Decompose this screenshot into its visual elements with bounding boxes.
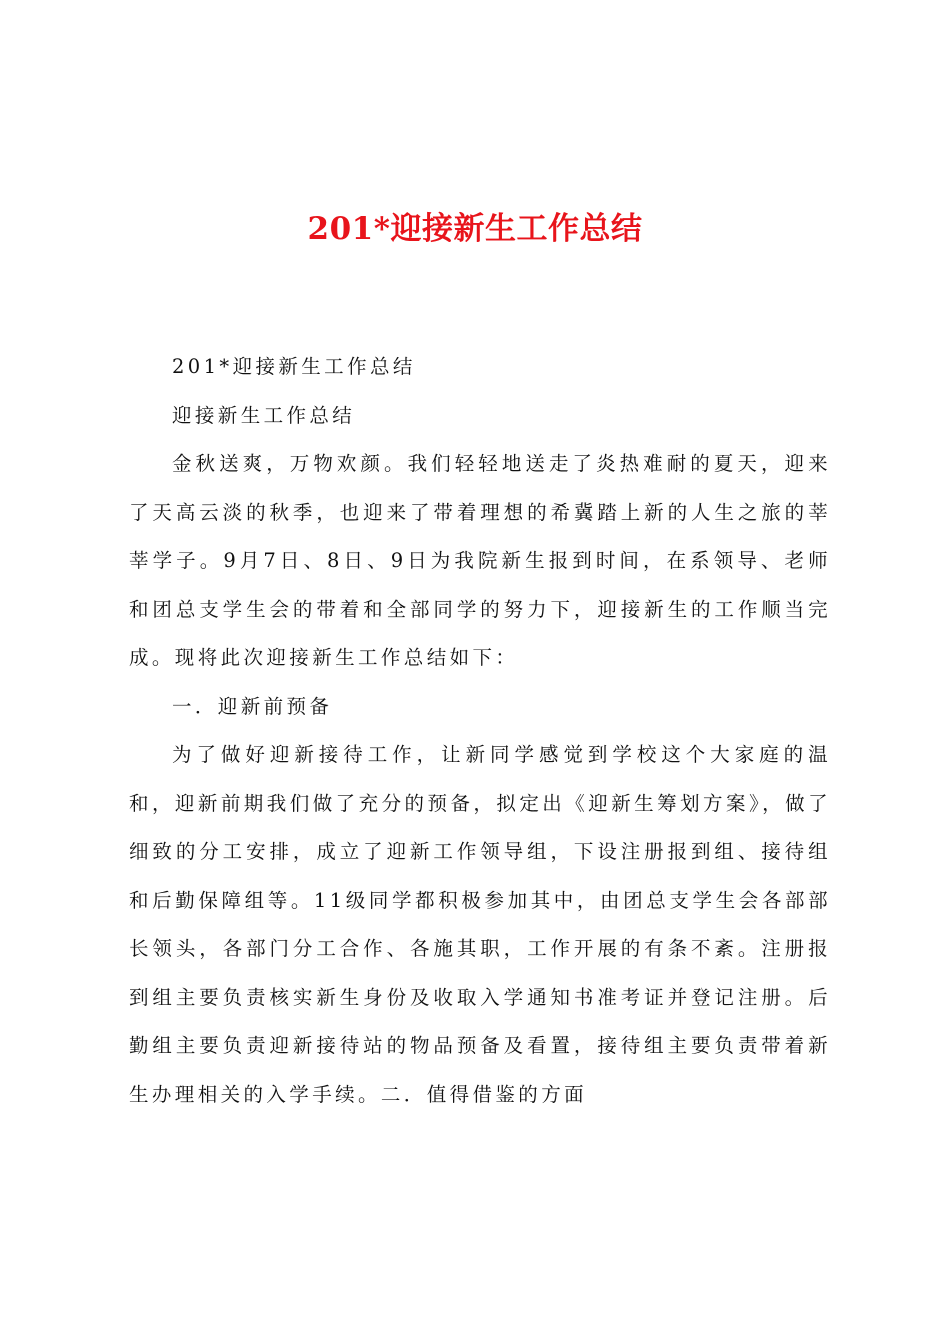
paragraph-preparation: 为了做好迎新接待工作，让新同学感觉到学校这个大家庭的温和，迎新前期我们做了充分的预备，拟定出《迎新生筹划方案》，做了细致的分工安排，成立了迎新工作领导组，下设注册报到组、接待组和后勤保障组等。11级同学都积极参加其中，由团总支学生会各部部长领头，各部门分工合作、各施其职，工作开展的有条不紊。注册报到组主要负责核实新生身份及收取入学通知书准考证并登记注册。后勤组主要负责迎新接待站的物品预备及看置，接待组主要负责带着新生办理相关的入学手续。二．值得借鉴的方面 bbox=[129, 743, 831, 1106]
paragraph-intro: 金秋送爽，万物欢颜。我们轻轻地送走了炎热难耐的夏天，迎来了天高云淡的秋季，也迎来了带着理想的希冀踏上新的人生之旅的莘莘学子。9月7日、8日、9日为我院新生报到时间，在系领导、老师和团总支学生会的带着和全部同学的努力下，迎接新生的工作顺当完成。现将此次迎接新生工作总结如下： bbox=[129, 452, 831, 669]
paragraph-subtitle: 迎接新生工作总结 bbox=[172, 403, 356, 427]
section-heading-preparation: 一．迎新前预备 bbox=[172, 694, 333, 718]
document-body bbox=[129, 343, 831, 1119]
document-title: 201*迎接新生工作总结 bbox=[307, 211, 643, 247]
paragraph-heading-repeat: 201*迎接新生工作总结 bbox=[172, 355, 416, 378]
